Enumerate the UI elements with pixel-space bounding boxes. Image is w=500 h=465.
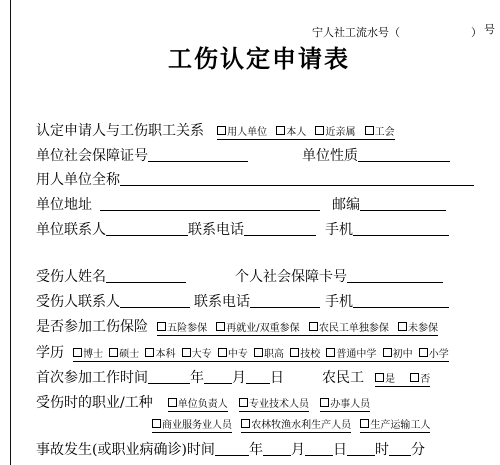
unit-contact-row: [36, 221, 316, 237]
checkbox-icon: [217, 126, 226, 135]
serial-label: 宁人社工流水号（: [312, 26, 400, 39]
unit-ss-row: [36, 147, 248, 163]
checkbox-icon: [326, 348, 335, 357]
accident-day-label: 日: [332, 442, 347, 458]
checkbox-icon: [73, 348, 82, 357]
checkbox-icon: [276, 126, 285, 135]
injured-contact-field[interactable]: [120, 293, 190, 308]
postcode-field[interactable]: [360, 196, 446, 211]
checkbox-icon: [290, 348, 299, 357]
ss-card-label: 个人社会保障卡号: [235, 269, 347, 285]
edu-option-primary[interactable]: 小学: [419, 348, 449, 360]
unit-mobile-row: [325, 221, 449, 237]
unit-ss-field[interactable]: [148, 147, 248, 162]
unit-contact-field[interactable]: [106, 221, 188, 236]
relation-option-self[interactable]: 本人: [276, 126, 306, 138]
unit-mobile-field[interactable]: [353, 221, 449, 236]
accident-minute-field[interactable]: [389, 441, 411, 456]
first-work-month-field[interactable]: [204, 369, 232, 384]
day-label: 日: [270, 370, 284, 386]
left-border-line: [10, 0, 11, 465]
occupation-option-professional[interactable]: 专业技术人员: [239, 399, 309, 412]
postcode-label: 邮编: [332, 197, 360, 213]
unit-ss-label: 单位社会保障证号: [36, 148, 148, 164]
unit-contact-label: 单位联系人: [36, 222, 106, 238]
edu-option-junior-high[interactable]: 初中: [383, 348, 413, 360]
unit-nature-field[interactable]: [358, 147, 450, 162]
migrant-option-yes[interactable]: 是: [375, 373, 395, 385]
insurance-option-none[interactable]: 未参保: [398, 322, 438, 334]
unit-nature-label: 单位性质: [302, 148, 358, 164]
injured-mobile-label: 手机: [325, 294, 353, 310]
unit-address-label: 单位地址: [36, 197, 92, 213]
occupation-option-head[interactable]: 单位负责人: [168, 399, 228, 412]
relation-label: 认定申请人与工伤职工关系: [36, 123, 204, 139]
accident-month-label: 月: [290, 442, 305, 458]
occupation-label: 受伤时的职业/工种: [36, 395, 153, 411]
checkbox-icon: [168, 398, 177, 407]
first-work-year-field[interactable]: [148, 369, 190, 384]
migrant-option-no[interactable]: 否: [410, 373, 430, 385]
relation-option-employer[interactable]: 用人单位: [217, 126, 267, 138]
first-work-label: 首次参加工作时间: [36, 370, 148, 386]
unit-phone-label: 联系电话: [188, 222, 244, 238]
accident-minute-label: 分: [410, 442, 425, 458]
relation-option-union[interactable]: 工会: [365, 126, 395, 138]
unit-address-field[interactable]: [100, 196, 320, 211]
insurance-label: 是否参加工伤保险: [36, 319, 148, 335]
checkbox-icon: [216, 322, 225, 331]
occupation-options-row1: [168, 399, 370, 410]
first-work-row: [36, 369, 284, 385]
checkbox-icon: [315, 126, 324, 135]
injured-phone-label: 联系电话: [194, 294, 250, 310]
checkbox-icon: [410, 373, 419, 382]
unit-nature-row: [302, 147, 450, 163]
injured-mobile-row: [325, 293, 449, 309]
injured-name-label: 受伤人姓名: [36, 269, 106, 285]
injured-name-field[interactable]: [106, 268, 186, 283]
checkbox-icon: [145, 348, 154, 357]
checkbox-icon: [419, 348, 428, 357]
unit-phone-field[interactable]: [244, 221, 316, 236]
checkbox-icon: [383, 348, 392, 357]
checkbox-icon: [152, 419, 161, 428]
injured-mobile-field[interactable]: [353, 293, 449, 308]
year-label: 年: [190, 370, 204, 386]
ss-card-row: [235, 268, 443, 284]
checkbox-icon: [375, 373, 384, 382]
checkbox-icon: [109, 348, 118, 357]
accident-year-label: 年: [248, 442, 263, 458]
edu-option-master[interactable]: 硕士: [109, 348, 139, 360]
occupation-option-service[interactable]: 商业服务业人员: [152, 420, 232, 433]
education-row: [36, 344, 449, 360]
edu-option-technical-school[interactable]: 技校: [290, 348, 320, 360]
migrant-label: 农民工: [322, 370, 364, 386]
checkbox-icon: [360, 419, 369, 428]
checkbox-icon: [239, 398, 248, 407]
accident-hour-label: 时: [374, 442, 389, 458]
accident-year-field[interactable]: [215, 441, 249, 456]
checkbox-icon: [218, 348, 227, 357]
accident-day-field[interactable]: [305, 441, 333, 456]
unit-name-field[interactable]: [120, 171, 474, 186]
edu-option-tech-secondary[interactable]: 中专: [218, 348, 248, 360]
checkbox-icon: [254, 348, 263, 357]
injured-phone-field[interactable]: [250, 293, 320, 308]
serial-number: [312, 24, 482, 38]
insurance-options: [157, 323, 438, 336]
occupation-option-transport[interactable]: 生产运输工人: [360, 420, 430, 433]
injured-contact-row: [36, 293, 320, 309]
checkbox-icon: [320, 398, 329, 407]
insurance-option-reemploy[interactable]: 再就业/双重参保: [216, 322, 299, 334]
checkbox-icon: [241, 419, 250, 428]
unit-mobile-label: 手机: [325, 222, 353, 238]
edu-option-bachelor[interactable]: 本科: [145, 348, 175, 360]
serial-close: ）: [471, 26, 482, 39]
injured-contact-label: 受伤人联系人: [36, 294, 120, 310]
page-title: 工伤认定申请表: [168, 44, 350, 73]
edu-option-vocational[interactable]: 职高: [254, 348, 284, 360]
checkbox-icon: [309, 322, 318, 331]
edu-option-phd[interactable]: 博士: [73, 348, 103, 360]
insurance-row: [36, 318, 438, 334]
education-options: [73, 349, 449, 362]
insurance-option-migrant[interactable]: 农民工单独参保: [309, 322, 389, 334]
migrant-options: [375, 374, 430, 387]
occupation-options-row2: [152, 419, 430, 431]
accident-time-row: [36, 441, 425, 457]
occupation-row: [36, 394, 370, 410]
unit-name-row: [36, 171, 474, 187]
unit-postcode-row: [332, 196, 446, 212]
education-label: 学历: [36, 345, 64, 361]
migrant-row: [322, 369, 430, 385]
month-label: 月: [232, 370, 246, 386]
accident-hour-field[interactable]: [347, 441, 375, 456]
accident-time-label: 事故发生(或职业病确诊)时间: [36, 442, 215, 458]
unit-address-row: [36, 196, 320, 212]
serial-input[interactable]: [404, 24, 468, 38]
checkbox-icon: [365, 126, 374, 135]
occupation-option-clerk[interactable]: 办事人员: [320, 399, 370, 412]
edu-option-high-school[interactable]: 普通中学: [326, 348, 376, 360]
insurance-option-five[interactable]: 五险参保: [157, 322, 207, 334]
edu-option-college[interactable]: 大专: [182, 348, 212, 360]
accident-month-field[interactable]: [263, 441, 291, 456]
checkbox-icon: [398, 322, 407, 331]
relation-option-relative[interactable]: 近亲属: [315, 126, 355, 138]
relation-options: [217, 127, 395, 140]
checkbox-icon: [157, 322, 166, 331]
checkbox-icon: [182, 348, 191, 357]
ss-card-field[interactable]: [347, 268, 443, 283]
serial-suffix: 号: [484, 23, 495, 36]
injured-name-row: [36, 268, 186, 284]
relation-row: [36, 122, 395, 138]
unit-name-label: 用人单位全称: [36, 172, 120, 188]
first-work-day-field[interactable]: [246, 369, 270, 384]
occupation-option-agriculture[interactable]: 农林牧渔水利生产人员: [241, 420, 351, 433]
